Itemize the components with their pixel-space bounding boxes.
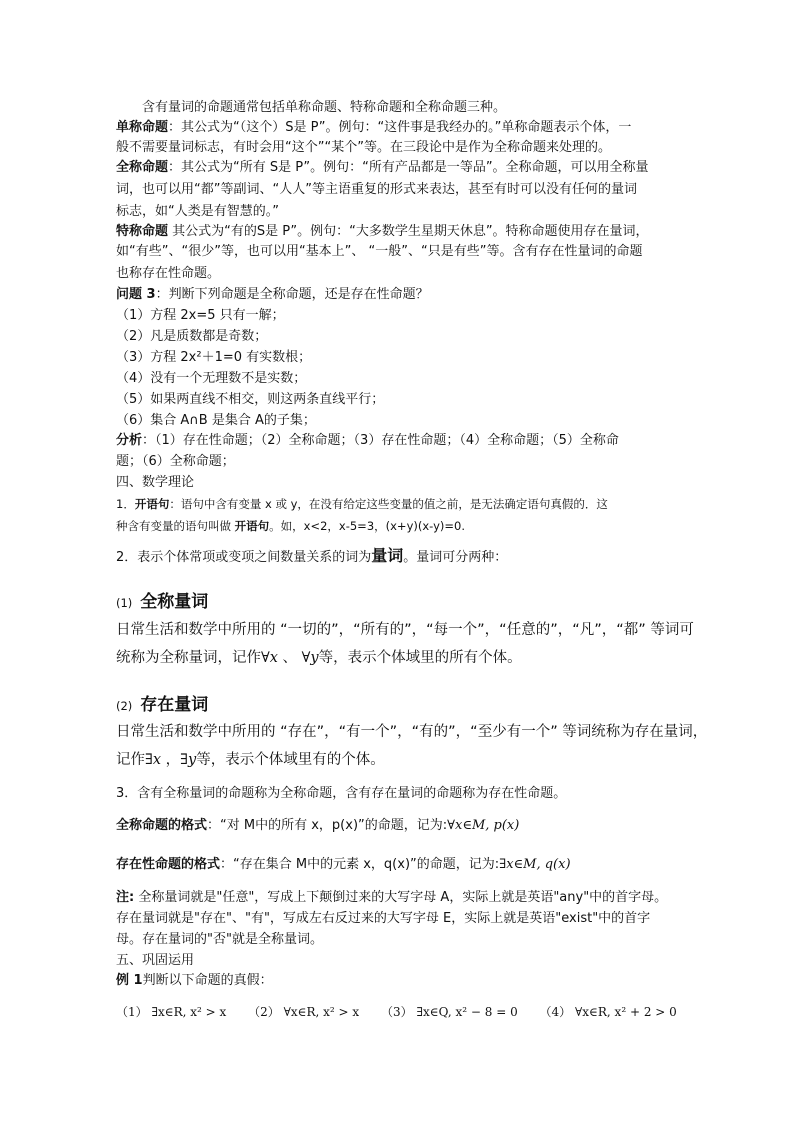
universal-format-label: 全称命题的格式 bbox=[116, 818, 208, 833]
question-3-item-4: （4）没有一个无理数不是实数； bbox=[116, 371, 307, 386]
theory-1-line-1 bbox=[116, 496, 608, 512]
universal-proposition-text: ：其公式为“所有 S是 P”。例句：“所有产品都是一等品”。全称命题，可以用全称量 bbox=[168, 160, 649, 175]
universal-format-line bbox=[116, 818, 519, 834]
existential-quantifier-separator: ， bbox=[161, 752, 181, 768]
open-sentence-label: 开语句 bbox=[134, 497, 170, 511]
analysis-text: ：（1）存在性命题；（2）全称命题；（3）存在性命题；（4）全称命题；（5）全称命 bbox=[142, 433, 619, 448]
note-label: 注: bbox=[116, 890, 135, 905]
theory-1-prefix: 1． bbox=[116, 497, 135, 511]
note-line-2: 存在量词就是"存在"、"有"，写成左右反过来的大写字母 E，实际上就是英语"exist"中的首字 bbox=[116, 911, 651, 926]
universal-quantifier-text: 统称为全称量词，记作 bbox=[116, 650, 261, 666]
quantifier-term: 量词 bbox=[371, 546, 404, 565]
existential-quantifier-line-2 bbox=[116, 752, 385, 768]
existential-quantifier-heading bbox=[116, 690, 208, 715]
existential-format-label: 存在性命题的格式 bbox=[116, 857, 221, 872]
forall-y-symbol: ∀y bbox=[301, 650, 319, 666]
universal-quantifier-heading bbox=[116, 587, 208, 612]
particular-proposition-line-1 bbox=[116, 224, 649, 240]
example-1-label: 例 1 bbox=[116, 973, 143, 988]
example-1-item-2: （2） ∀x∈R, x² > x bbox=[248, 1005, 360, 1019]
particular-proposition-label: 特称命题 bbox=[116, 224, 169, 239]
question-3-item-1: （1）方程 2x=5 只有一解； bbox=[116, 308, 285, 323]
universal-quantifier-text-2: 等，表示个体域里的所有个体。 bbox=[318, 650, 522, 666]
example-1-item-1: （1） ∃x∈R, x² > x bbox=[116, 1005, 227, 1019]
note-line-3: 母。存在量词的"否"就是全称量词。 bbox=[116, 932, 323, 947]
universal-proposition-line-3: 标志，如“人类是有智慧的。” bbox=[116, 204, 279, 219]
theory-3-line: 3．含有全称量词的命题称为全称命题，含有存在量词的命题称为存在性命题。 bbox=[116, 786, 567, 801]
analysis-label: 分析 bbox=[116, 433, 143, 448]
universal-quantifier-separator: 、 bbox=[277, 650, 302, 666]
question-3-text: ：判断下列命题是全称命题，还是存在性命题？ bbox=[155, 287, 429, 302]
universal-proposition-line-1 bbox=[116, 160, 649, 176]
analysis-line-1 bbox=[116, 433, 619, 449]
existential-quantifier-title: 存在量词 bbox=[140, 695, 209, 715]
theory-1-examples: 。如，x<2，x-5=3，(x+y)(x-y)=0. bbox=[269, 519, 465, 533]
universal-format-text: ：“对 M中的所有 x，p(x)”的命题，记为: bbox=[207, 818, 448, 833]
question-3-heading bbox=[116, 287, 429, 303]
theory-2-text: 2．表示个体常项或变项之间数量关系的词为 bbox=[116, 550, 372, 565]
universal-quantifier-number: (1) bbox=[116, 596, 133, 610]
universal-proposition-line-2: 词，也可以用“都”等副词、“人人”等主语重复的形式来表达，甚至有时可以没有任何的量词 bbox=[116, 182, 637, 197]
existential-format-formula: ∃x∈M, q(x) bbox=[499, 857, 571, 872]
theory-2-suffix: 。量词可分两种： bbox=[403, 550, 508, 565]
theory-1-text-2: 种含有变量的语句叫做 bbox=[116, 519, 235, 533]
existential-quantifier-number: (2) bbox=[116, 699, 133, 713]
section-5-heading: 五、巩固运用 bbox=[116, 953, 195, 968]
existential-quantifier-text-2: 等，表示个体域里有的个体。 bbox=[196, 752, 385, 768]
exists-x-symbol: ∃x bbox=[145, 752, 162, 768]
example-1-item-4: （4） ∀x∈R, x² + 2 > 0 bbox=[539, 1005, 677, 1019]
existential-quantifier-line-1: 日常生活和数学中所用的 “存在”，“有一个”，“有的”，“至少有一个” 等词统称为存在量词， bbox=[116, 724, 708, 740]
exists-y-symbol: ∃y bbox=[180, 752, 197, 768]
forall-x-symbol: ∀x bbox=[261, 650, 278, 666]
question-3-item-3: （3）方程 2x²＋1=0 有实数根； bbox=[116, 350, 312, 365]
existential-format-line bbox=[116, 857, 571, 873]
question-3-item-5: （5）如果两直线不相交，则这两条直线平行； bbox=[116, 392, 385, 407]
single-proposition-text: ：其公式为“（这个）S是 P”。例句：“这件事是我经办的。”单称命题表示个体，一 bbox=[168, 120, 632, 135]
question-3-item-6: （6）集合 A∩B 是集合 A的子集； bbox=[116, 413, 316, 428]
example-1-text: 判断以下命题的真假： bbox=[142, 973, 273, 988]
existential-quantifier-text: 记作 bbox=[116, 752, 145, 768]
theory-2-line bbox=[116, 548, 507, 566]
universal-quantifier-line-1: 日常生活和数学中所用的 “一切的”，“所有的”，“每一个”，“任意的”，“凡”，“都” 等词可 bbox=[116, 622, 694, 638]
single-proposition-label: 单称命题 bbox=[116, 120, 169, 135]
question-3-item-2: （2）凡是质数都是奇数； bbox=[116, 329, 268, 344]
question-3-label: 问题 3 bbox=[116, 287, 156, 302]
open-sentence-label-2: 开语句 bbox=[234, 519, 270, 533]
universal-format-formula: ∀x∈M, p(x) bbox=[447, 818, 520, 833]
single-proposition-line-2: 般不需要量词标志，有时会用“这个”“某个”等。在三段论中是作为全称命题来处理的。 bbox=[116, 140, 611, 155]
single-proposition-line-1 bbox=[116, 120, 631, 136]
intro-paragraph: 含有量词的命题通常包括单称命题、特称命题和全称命题三种。 bbox=[142, 100, 507, 115]
existential-format-text: ：“存在集合 M中的元素 x，q(x)”的命题，记为: bbox=[220, 857, 500, 872]
universal-quantifier-line-2 bbox=[116, 650, 522, 666]
note-text: 全称量词就是"任意"，写成上下颠倒过来的大写字母 A，实际上就是英语"any"中的首字母。 bbox=[134, 890, 668, 905]
theory-1-text: ：语句中含有变量 x 或 y，在没有给定这些变量的值之前，是无法确定语句真假的．这 bbox=[169, 497, 608, 511]
example-1-formulas bbox=[116, 1003, 695, 1020]
analysis-line-2: 题；（6）全称命题； bbox=[116, 454, 235, 469]
section-4-heading: 四、数学理论 bbox=[116, 475, 195, 490]
particular-proposition-text: 其公式为“有的S是 P”。例句：“大多数学生星期天休息”。特称命题使用存在量词， bbox=[168, 224, 649, 239]
universal-proposition-label: 全称命题 bbox=[116, 160, 169, 175]
theory-1-line-2 bbox=[116, 518, 465, 534]
note-line-1 bbox=[116, 890, 667, 906]
particular-proposition-line-2: 如“有些”、“很少”等，也可以用“基本上”、 “一般”、“只是有些”等。含有存在性量词的命题 bbox=[116, 244, 643, 259]
universal-quantifier-title: 全称量词 bbox=[140, 592, 209, 612]
example-1-item-3: （3） ∃x∈Q, x² − 8 = 0 bbox=[381, 1005, 518, 1019]
example-1-heading bbox=[116, 973, 273, 989]
particular-proposition-line-3: 也称存在性命题。 bbox=[116, 266, 221, 281]
